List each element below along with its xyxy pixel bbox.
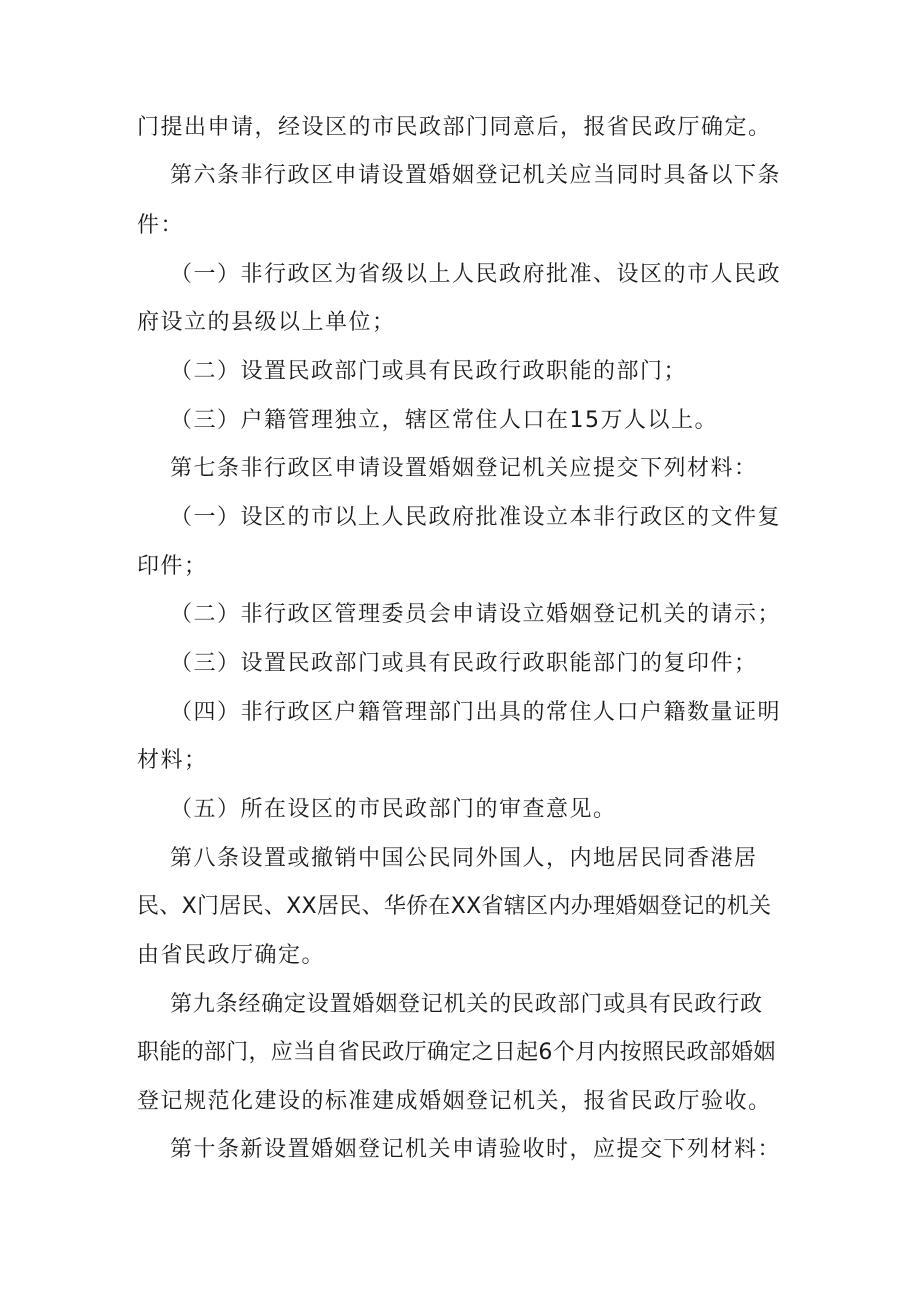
article-8-heading: 第八条设置或撤销中国公民同外国人，内地居民同香港居 [170, 846, 758, 871]
article-7-item-3: （三）设置民政部门或具有民政行政职能部门的复印件； [170, 651, 758, 676]
text-line-21: 登记规范化建设的标准建成婚姻登记机关，报省民政厅验收。 [137, 1089, 772, 1114]
article-9-heading: 第九条经确定设置婚姻登记机关的民政部门或具有民政行政 [170, 992, 763, 1017]
text-line-10: 印件； [137, 554, 208, 579]
text-line-1: 门提出申请，经设区的市民政部门同意后，报省民政厅确定。 [137, 115, 772, 140]
text-line-14: 材料； [137, 748, 208, 773]
text-line-3: 件： [137, 213, 185, 238]
article-7-item-4: （四）非行政区户籍管理部门出具的常住人口户籍数量证明 [170, 700, 782, 725]
article-7-item-5: （五）所在设区的市民政部门的审查意见。 [170, 797, 617, 822]
article-7-item-1: （一）设区的市以上人民政府批准设立本非行政区的文件复 [170, 505, 782, 530]
text-line-20: 职能的部门，应当自省民政厅确定之日起6个月内按照民政部婚姻 [137, 1040, 776, 1065]
article-6-heading: 第六条非行政区申请设置婚姻登记机关应当同时具备以下条 [170, 163, 782, 188]
text-line-18: 由省民政厅确定。 [137, 943, 326, 968]
article-7-heading: 第七条非行政区申请设置婚姻登记机关应提交下列材料： [170, 456, 758, 481]
text-line-5: 府设立的县级以上单位； [137, 310, 396, 335]
article-6-item-1: （一）非行政区为省级以上人民政府批准、设区的市人民政 [170, 262, 782, 287]
article-6-item-2: （二）设置民政部门或具有民政行政职能的部门； [170, 359, 688, 384]
article-10-heading: 第十条新设置婚姻登记机关申请验收时，应提交下列材料： [170, 1137, 782, 1162]
text-line-17: 民、X门居民、XX居民、华侨在XX省辖区内办理婚姻登记的机关 [137, 894, 772, 919]
article-6-item-3: （三）户籍管理独立，辖区常住人口在15万人以上。 [170, 408, 718, 433]
article-7-item-2: （二）非行政区管理委员会申请设立婚姻登记机关的请示； [170, 602, 782, 627]
